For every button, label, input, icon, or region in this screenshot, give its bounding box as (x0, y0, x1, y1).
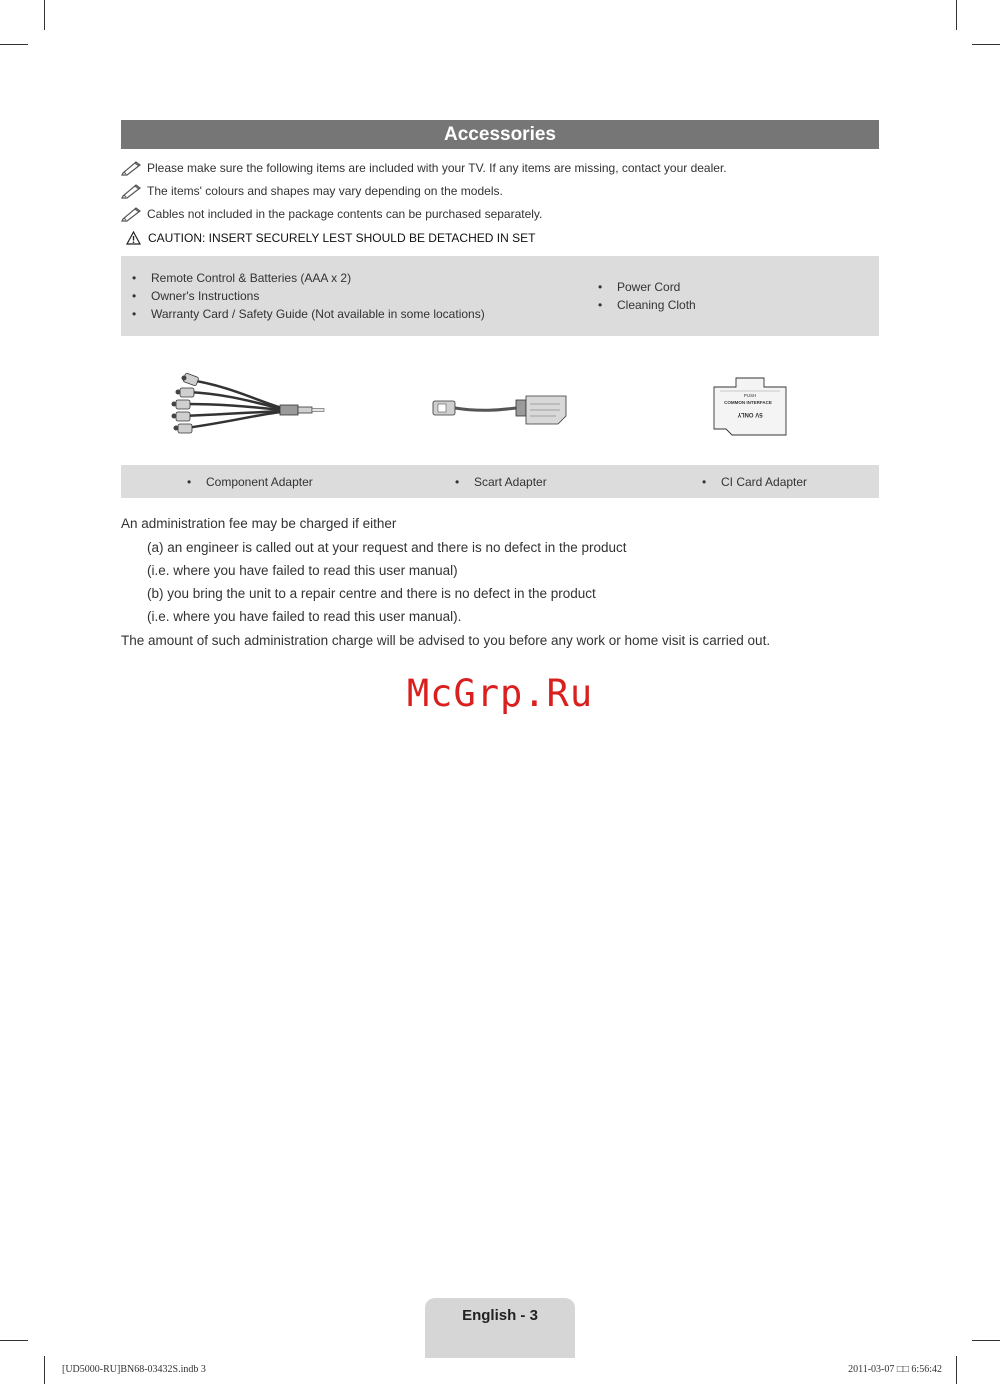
scart-adapter-icon (430, 392, 570, 428)
component-adapter-icon (170, 372, 330, 442)
caution-text: CAUTION: INSERT SECURELY LEST SHOULD BE DETACHED IN SET (148, 231, 536, 245)
ci-card-adapter-icon (710, 375, 790, 439)
charge-note-text: The amount of such administration charge will be advised to you before any work or home visit is carried out. (121, 633, 771, 648)
fee-line: (a) an engineer is called out at your request and there is no defect in the product (147, 540, 627, 555)
note-pencil-icon (121, 206, 145, 222)
fee-note (121, 516, 396, 531)
footer-filename: [UD5000-RU]BN68-03432S.indb 3 (62, 1364, 206, 1375)
watermark: McGrp.Ru (406, 672, 594, 715)
crop-mark (956, 1356, 957, 1384)
note-colours-shapes (121, 183, 503, 199)
list-item: • Power Cord (617, 280, 680, 294)
note-included-items (121, 160, 727, 176)
ci-card-5v-text: 5V ONLY (737, 411, 763, 417)
ci-card-common-interface-text: COMMON INTERFACE (724, 400, 772, 405)
adapter-label-ci-card: • CI Card Adapter (721, 475, 807, 489)
list-item: • Remote Control & Batteries (AAA x 2) (151, 271, 351, 285)
list-item: • Cleaning Cloth (617, 298, 696, 312)
note-text: Cables not included in the package contents can be purchased separately. (147, 207, 543, 221)
crop-mark (0, 44, 28, 45)
crop-mark (44, 0, 45, 30)
crop-mark (972, 44, 1000, 45)
footer-timestamp: 2011-03-07 □□ 6:56:42 (848, 1364, 942, 1375)
crop-mark (972, 1340, 1000, 1341)
adapter-label-component: • Component Adapter (206, 475, 313, 489)
crop-mark (44, 1356, 45, 1384)
warning-triangle-icon (126, 231, 141, 245)
list-item: • Owner's Instructions (151, 289, 259, 303)
ci-card-push-text: PUSH (743, 393, 757, 398)
adapter-label-scart: • Scart Adapter (474, 475, 547, 489)
fee-note-text: An administration fee may be charged if either (121, 516, 397, 531)
page-number-tab: English - 3 (425, 1298, 575, 1358)
fee-line: (i.e. where you have failed to read this user manual). (147, 609, 462, 624)
note-pencil-icon (121, 183, 145, 199)
note-cables (121, 206, 542, 222)
note-text: Please make sure the following items are included with your TV. If any items are missing, contact your dealer. (147, 161, 727, 175)
crop-mark (956, 0, 957, 30)
crop-mark (0, 1340, 28, 1341)
charge-note (121, 633, 770, 648)
list-item: • Warranty Card / Safety Guide (Not available in some locations) (151, 307, 485, 321)
fee-line: (i.e. where you have failed to read this user manual) (147, 563, 458, 578)
section-title: Accessories (121, 120, 879, 149)
caution-line (126, 231, 535, 245)
note-pencil-icon (121, 160, 145, 176)
note-text: The items' colours and shapes may vary depending on the models. (147, 184, 503, 198)
fee-line: (b) you bring the unit to a repair centre and there is no defect in the product (147, 586, 596, 601)
